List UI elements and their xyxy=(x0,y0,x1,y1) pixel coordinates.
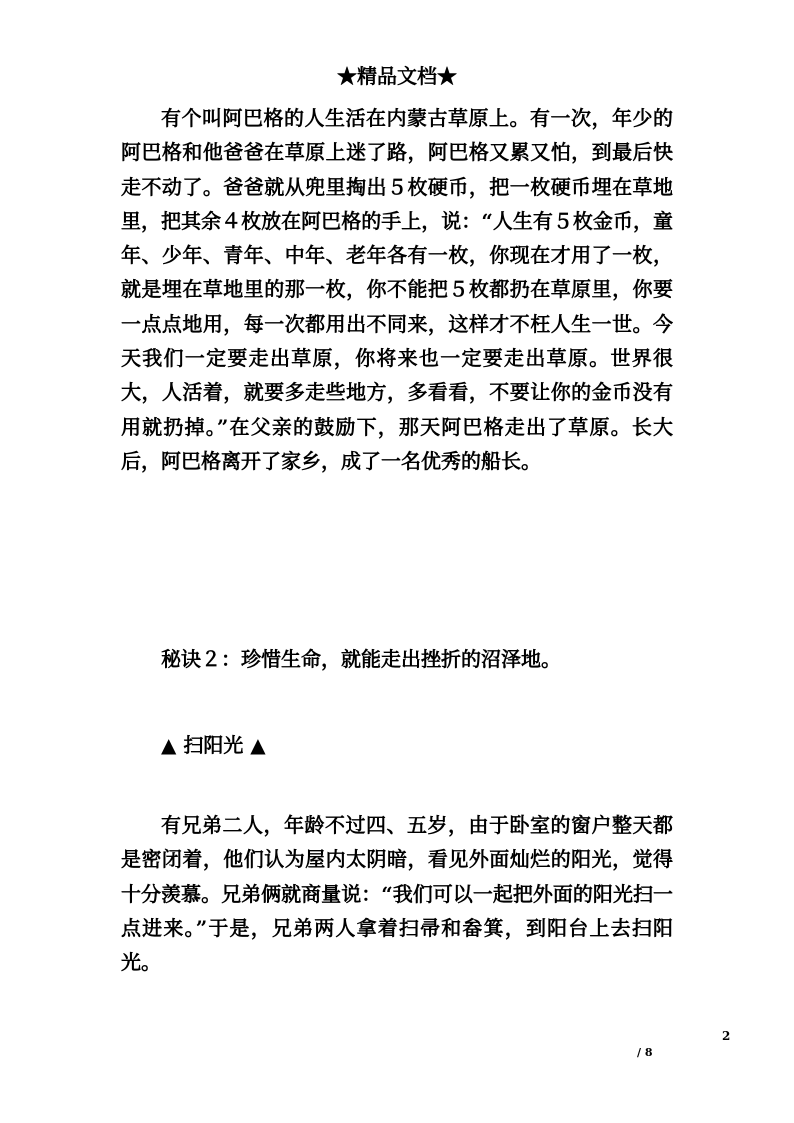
paragraph-text: 有兄弟二人，年龄不过四、五岁，由于卧室的窗户整天都是密闭着，他们认为屋内太阴暗，看见外面灿烂的阳光，觉得十分羡慕。兄弟俩就商量说：“我们可以一起把外面的阳光扫一点进来。”于是，兄弟两人拿着扫帚和畚箕，到阳台上去扫阳光。 xyxy=(121,813,673,975)
document-header: ★精品文档★ xyxy=(337,64,457,88)
paragraph-text: 有个叫阿巴格的人生活在内蒙古草原上。有一次，年少的阿巴格和他爸爸在草原上迷了路，阿巴格又累又怕，到最后快走不动了。爸爸就从兜里掏出５枚硬币，把一枚硬币埋在草地里，把其余４枚放在阿巴格的手上，说：“人生有５枚金币，童年、少年、青年、中年、老年各有一枚，你现在才用了一枚，就是埋在草地里的那一枚，你不能把５枚都扔在草原里，你要一点点地用，每一次都用出不同来，这样才不枉人生一世。今天我们一定要走出草原，你将来也一定要走出草原。世界很大，人活着，就要多走些地方，多看看，不要让你的金币没有用就扔掉。”在父亲的鼓励下，那天阿巴格走出了草原。长大后，阿巴格离开了家乡，成了一名优秀的船长。 xyxy=(121,106,673,473)
story-title xyxy=(121,728,673,762)
secret-line xyxy=(121,642,673,676)
story-paragraph-2 xyxy=(121,808,673,979)
story-paragraph-1 xyxy=(121,101,673,478)
page-total: / 8 xyxy=(637,1046,653,1059)
secret-text: 秘诀２：珍惜生命，就能走出挫折的沼泽地。 xyxy=(161,647,561,671)
page-number: 2 xyxy=(722,1029,731,1043)
story-title-text: ▲ 扫阳光 ▲ xyxy=(161,733,266,757)
